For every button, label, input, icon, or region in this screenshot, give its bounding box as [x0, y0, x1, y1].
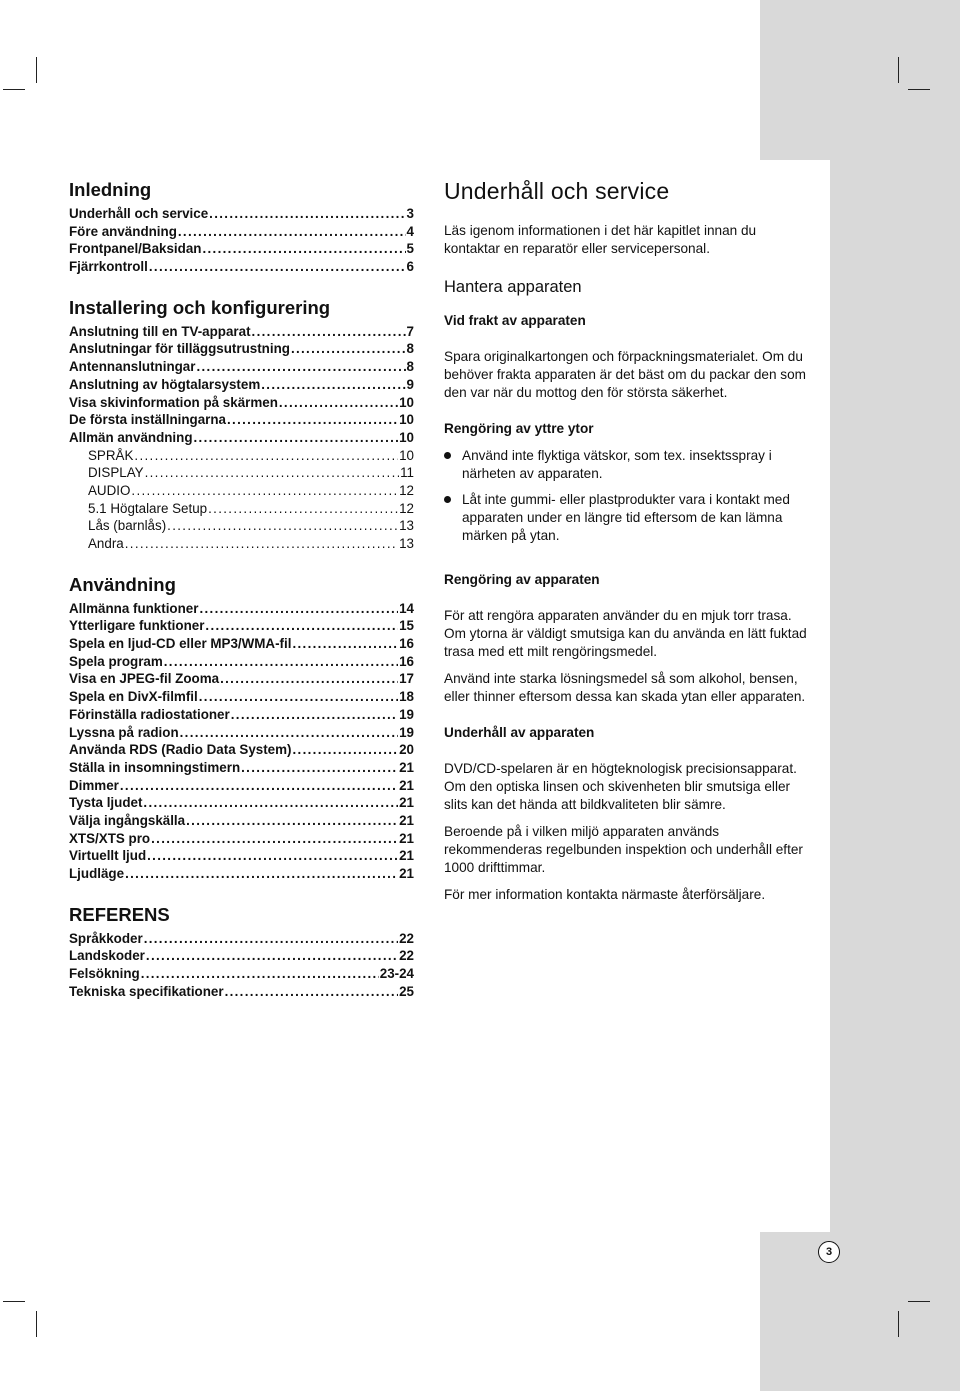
toc-entry — [69, 812, 414, 830]
toc-entry — [69, 447, 414, 465]
toc-entry-label: Antennanslutningar — [69, 359, 196, 375]
toc-leader-dots — [125, 535, 398, 553]
toc-leader-dots — [292, 635, 398, 653]
toc-entry-label: Förinställa radiostationer — [69, 706, 230, 722]
toc-entry-page: 16 — [399, 636, 414, 652]
toc-entry-page: 3 — [406, 206, 414, 221]
toc-leader-dots — [141, 965, 379, 983]
toc-entry — [69, 830, 414, 848]
side-gray-tab-top — [760, 0, 830, 160]
bullet-text: Låt inte gummi- eller plastprodukter vara i kontakt med apparaten under en längre tid eftersom de kan lämna märken på ytan. — [462, 492, 790, 543]
toc-entry-page: 13 — [399, 536, 414, 551]
bullet-icon — [444, 452, 451, 459]
toc-entry-label: 5.1 Högtalare Setup — [88, 500, 208, 516]
toc-entry — [69, 688, 414, 706]
section-title: Hantera apparaten — [444, 278, 582, 296]
bullet-text: Använd inte flyktiga vätskor, som tex. insektsspray i närheten av apparaten. — [462, 448, 772, 481]
toc-entry-label: DISPLAY — [88, 465, 144, 481]
toc-leader-dots — [147, 847, 398, 865]
toc-entry — [69, 865, 414, 883]
toc-leader-dots — [145, 464, 400, 482]
toc-leader-dots — [252, 323, 406, 341]
toc-leader-dots — [149, 258, 406, 276]
toc-heading: Användning — [69, 573, 176, 595]
toc-entry-page: 10 — [399, 412, 414, 428]
toc-entry-page: 21 — [399, 777, 414, 793]
exterior-bullet-list — [444, 447, 809, 545]
toc-entry-label: Dimmer — [69, 777, 119, 793]
toc-leader-dots — [125, 865, 398, 883]
toc-entry-page: 10 — [399, 429, 414, 445]
toc-entry — [69, 205, 414, 223]
toc-entry — [69, 947, 414, 965]
toc-entry-label: Ljudläge — [69, 866, 125, 881]
toc-entry — [69, 429, 414, 447]
toc-entry — [69, 706, 414, 724]
toc-entry-label: SPRÅK — [88, 447, 134, 463]
toc-entry-label: Virtuellt ljud — [69, 848, 147, 864]
toc-entry — [69, 517, 414, 535]
toc-entry — [69, 394, 414, 412]
toc-entry-label: Anslutningar för tilläggsutrustning — [69, 341, 290, 357]
toc-leader-dots — [227, 411, 398, 429]
exterior-heading: Rengöring av yttre ytor — [444, 421, 594, 436]
toc-leader-dots — [208, 500, 398, 518]
toc-entry-page: 12 — [399, 500, 414, 516]
toc-entry-page: 21 — [399, 812, 414, 828]
toc-leader-dots — [164, 653, 398, 671]
toc-entry-page: 8 — [406, 359, 414, 375]
toc-leader-dots — [146, 947, 398, 965]
toc-entry-page: 23-24 — [379, 966, 414, 982]
cleaning-text-2: Använd inte starka lösningsmedel så som alkohol, bensen, eller thinner eftersom dessa kan skada ytan eller apparaten. — [444, 671, 806, 704]
toc-entry-page: 21 — [399, 795, 414, 811]
toc-entry-page: 14 — [399, 600, 414, 616]
toc-leader-dots — [231, 706, 398, 724]
toc-entry-label: Allmän användning — [69, 429, 193, 445]
toc-entry — [69, 340, 414, 358]
toc-entry-label: Allmänna funktioner — [69, 600, 199, 616]
toc-leader-dots — [209, 205, 405, 223]
toc-leader-dots — [291, 340, 406, 358]
toc-entry-label: Frontpanel/Baksidan — [69, 241, 202, 257]
toc-entry — [69, 323, 414, 341]
toc-entry-label: Felsökning — [69, 966, 140, 982]
toc-entry — [69, 535, 414, 553]
toc-entry — [69, 741, 414, 759]
toc-section — [69, 903, 414, 1001]
toc-entry-label: Tekniska specifikationer — [69, 983, 224, 999]
toc-entry-page: 5 — [406, 241, 414, 257]
toc-leader-dots — [205, 617, 398, 635]
toc-entry — [69, 258, 414, 276]
toc-entry — [69, 358, 414, 376]
toc-entry-page: 4 — [406, 223, 414, 239]
toc-leader-dots — [131, 482, 398, 500]
toc-entry-page: 7 — [406, 323, 414, 339]
toc-entry-page: 10 — [399, 394, 414, 410]
toc-entry-label: Ställa in insomningstimern — [69, 759, 241, 775]
toc-entry — [69, 759, 414, 777]
list-item — [444, 447, 809, 483]
cleaning-heading: Rengöring av apparaten — [444, 572, 600, 587]
toc-entry-page: 9 — [406, 376, 414, 392]
maintenance-article — [444, 176, 809, 913]
toc-entry-label: Språkkoder — [69, 930, 143, 946]
intro-text: Läs igenom informationen i det här kapitlet innan du kontaktar en reparatör eller servicepersonal. — [444, 223, 757, 256]
toc-entry — [69, 635, 414, 653]
toc-entry — [69, 223, 414, 241]
toc-entry-label: Anslutning av högtalarsystem — [69, 376, 261, 392]
toc-entry-page: 15 — [399, 618, 414, 634]
toc-entry-label: Spela en ljud-CD eller MP3/WMA-fil — [69, 636, 292, 652]
toc-entry-label: XTS/XTS pro — [69, 830, 151, 846]
toc-entry-label: Anslutning till en TV-apparat — [69, 323, 251, 339]
toc-leader-dots — [144, 930, 398, 948]
toc-leader-dots — [199, 688, 398, 706]
toc-entry — [69, 794, 414, 812]
toc-leader-dots — [180, 724, 398, 742]
toc-entry-label: Landskoder — [69, 948, 145, 964]
toc-entry-page: 21 — [399, 848, 414, 864]
toc-leader-dots — [220, 670, 398, 688]
toc-entry — [69, 600, 414, 618]
toc-entry-page: 20 — [399, 742, 414, 758]
toc-section — [69, 296, 414, 553]
toc-section — [69, 178, 414, 276]
toc-entry-page: 22 — [399, 948, 414, 964]
toc-entry-label: Lyssna på radion — [69, 724, 179, 740]
toc-entry-label: AUDIO — [88, 482, 131, 498]
toc-heading: Installering och konfigurering — [69, 296, 331, 318]
shipping-text: Spara originalkartongen och förpackningsmaterialet. Om du behöver frakta apparaten är det bäst om du packar den som den var när du mottog den för största säkerhet. — [444, 349, 806, 400]
toc-entry-label: Andra — [88, 536, 124, 551]
list-item — [444, 491, 809, 545]
toc-entry-page: 17 — [399, 671, 414, 687]
maintenance-heading: Underhåll av apparaten — [444, 725, 595, 740]
toc-leader-dots — [178, 223, 406, 241]
toc-entry — [69, 482, 414, 500]
toc-entry-page: 18 — [399, 689, 414, 705]
toc-entry-page: 8 — [406, 341, 414, 357]
toc-entry-page: 21 — [399, 830, 414, 846]
toc-entry-page: 16 — [399, 653, 414, 669]
toc-leader-dots — [202, 240, 405, 258]
bullet-icon — [444, 496, 451, 503]
toc-leader-dots — [194, 429, 399, 447]
toc-entry-label: Före användning — [69, 223, 177, 239]
toc-leader-dots — [279, 394, 398, 412]
toc-entry — [69, 670, 414, 688]
toc-entry-label: De första inställningarna — [69, 412, 227, 428]
toc-entry-page: 19 — [399, 706, 414, 722]
toc-leader-dots — [186, 812, 398, 830]
toc-entry — [69, 411, 414, 429]
table-of-contents — [69, 178, 414, 1016]
toc-entry — [69, 724, 414, 742]
toc-entry-label: Tysta ljudet — [69, 795, 143, 811]
toc-entry — [69, 983, 414, 1001]
toc-heading: Inledning — [69, 179, 152, 200]
toc-leader-dots — [261, 376, 405, 394]
toc-leader-dots — [151, 830, 398, 848]
toc-entry-label: Spela program — [69, 653, 163, 669]
toc-section — [69, 573, 414, 883]
toc-leader-dots — [196, 358, 405, 376]
toc-entry — [69, 653, 414, 671]
toc-leader-dots — [241, 759, 398, 777]
toc-entry — [69, 464, 414, 482]
toc-entry — [69, 930, 414, 948]
toc-entry-label: Underhåll och service — [69, 206, 209, 221]
side-gray-strip — [830, 0, 960, 1391]
toc-entry-page: 21 — [399, 759, 414, 775]
maintenance-text-2: Beroende på i vilken miljö apparaten används rekommenderas regelbunden inspektion och underhåll efter 1000 drifttimmar. — [444, 824, 803, 875]
toc-entry — [69, 847, 414, 865]
toc-leader-dots — [167, 517, 398, 535]
toc-heading: REFERENS — [69, 903, 170, 925]
toc-entry-label: Lås (barnlås) — [88, 518, 167, 534]
toc-leader-dots — [143, 794, 398, 812]
toc-entry-page: 11 — [400, 465, 414, 481]
maintenance-text-3: För mer information kontakta närmaste återförsäljare. — [444, 887, 766, 902]
toc-entry — [69, 500, 414, 518]
toc-leader-dots — [199, 600, 398, 618]
toc-entry-page: 25 — [399, 983, 414, 999]
toc-entry-label: Välja ingångskälla — [69, 812, 186, 828]
toc-entry-label: Visa skivinformation på skärmen — [69, 394, 278, 410]
toc-leader-dots — [120, 777, 398, 795]
toc-leader-dots — [225, 983, 399, 1001]
toc-entry-page: 10 — [399, 447, 414, 463]
toc-entry-page: 6 — [406, 259, 414, 275]
toc-entry-label: Spela en DivX-filmfil — [69, 689, 198, 705]
toc-entry-page: 13 — [399, 518, 414, 534]
shipping-heading: Vid frakt av apparaten — [444, 313, 586, 328]
toc-entry-page: 19 — [399, 724, 414, 740]
toc-entry — [69, 240, 414, 258]
toc-entry-label: Ytterligare funktioner — [69, 618, 205, 634]
toc-entry — [69, 376, 414, 394]
toc-leader-dots — [134, 447, 398, 465]
toc-entry — [69, 777, 414, 795]
toc-entry-label: Använda RDS (Radio Data System) — [69, 742, 292, 758]
toc-entry-label: Visa en JPEG-fil Zooma — [69, 671, 220, 687]
toc-entry — [69, 965, 414, 983]
toc-entry-page: 21 — [399, 866, 414, 881]
page-number: 3 — [818, 1241, 840, 1263]
maintenance-text-1: DVD/CD-spelaren är en högteknologisk precisionsapparat. Om den optiska linsen och skivenheten blir smutsiga eller slits kan det hända att bildkvaliteten blir sämre. — [444, 761, 797, 812]
cleaning-text-1: För att rengöra apparaten använder du en mjuk torr trasa. Om ytorna är väldigt smutsiga kan du använda en lätt fuktad trasa med ett milt rengöringsmedel. — [444, 608, 807, 659]
page-title: Underhåll och service — [444, 178, 670, 204]
toc-entry-page: 12 — [399, 482, 414, 498]
toc-entry-page: 22 — [399, 930, 414, 946]
toc-leader-dots — [292, 741, 398, 759]
toc-entry — [69, 617, 414, 635]
toc-entry-label: Fjärrkontroll — [69, 259, 148, 275]
